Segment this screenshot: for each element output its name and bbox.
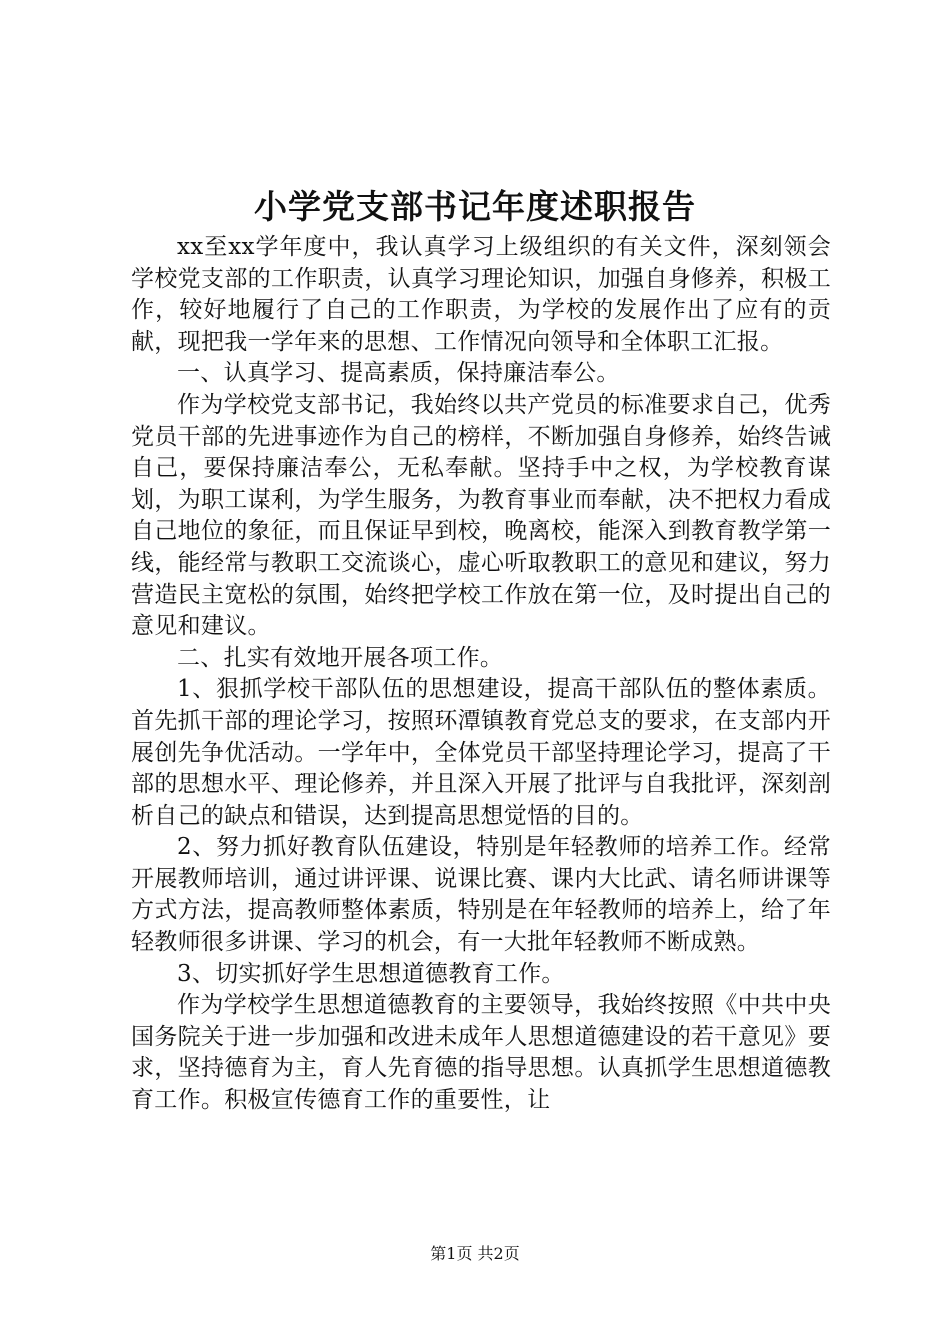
paragraph-section-1: 作为学校党支部书记，我始终以共产党员的标准要求自己，优秀党员干部的先进事迹作为自己的榜样，不断加强自身修养，始终告诫自己，要保持廉洁奉公，无私奉献。坚持手中之权，为学校教育谋划，为职工谋利，为学生服务，为教育事业而奉献，决不把权力看成自己地位的象征，而且保证早到校，晚离校，能深入到教育教学第一线，能经常与教职工交流谈心，虚心听取教职工的意见和建议，努力营造民主宽松的氛围，始终把学校工作放在第一位，及时提出自己的意见和建议。 (131, 391, 831, 640)
document-title: 小学党支部书记年度述职报告 (254, 187, 696, 226)
section-heading-1: 一、认真学习、提高素质，保持廉洁奉公。 (177, 360, 620, 387)
paragraph-intro: xx至xx学年度中，我认真学习上级组织的有关文件，深刻领会学校党支部的工作职责，认真学习理论知识，加强自身修养，积极工作，较好地履行了自己的工作职责，为学校的发展作出了应有的贡献，现把我一学年来的思想、工作情况向领导和全体职工汇报。 (131, 234, 831, 355)
page-number-footer: 第1页 共2页 (430, 1244, 520, 1263)
paragraph-item-3-heading: 3、切实抓好学生思想道德教育工作。 (177, 960, 565, 987)
document-body (131, 232, 831, 1117)
section-heading-2: 二、扎实有效地开展各项工作。 (177, 644, 504, 671)
paragraph-item-2: 2、努力抓好教育队伍建设，特别是年轻教师的培养工作。经常开展教师培训，通过讲评课、说课比赛、课内大比武、请名师讲课等方式方法，提高教师整体素质，特别是在年轻教师的培养上，给了年轻教师很多讲课、学习的机会，有一大批年轻教师不断成熟。 (131, 834, 831, 956)
paragraph-item-1: 1、狠抓学校干部队伍的思想建设，提高干部队伍的整体素质。首先抓干部的理论学习，按照环潭镇教育党总支的要求，在支部内开展创先争优活动。一学年中，全体党员干部坚持理论学习，提高了干部的思想水平、理论修养，并且深入开展了批评与自我批评，深刻剖析自己的缺点和错误，达到提高思想觉悟的目的。 (131, 676, 831, 829)
paragraph-item-3: 作为学校学生思想道德教育的主要领导，我始终按照《中共中央国务院关于进一步加强和改进未成年人思想道德建设的若干意见》要求，坚持德育为主，育人先育德的指导思想。认真抓学生思想道德教育工作。积极宣传德育工作的重要性，让 (131, 992, 831, 1114)
